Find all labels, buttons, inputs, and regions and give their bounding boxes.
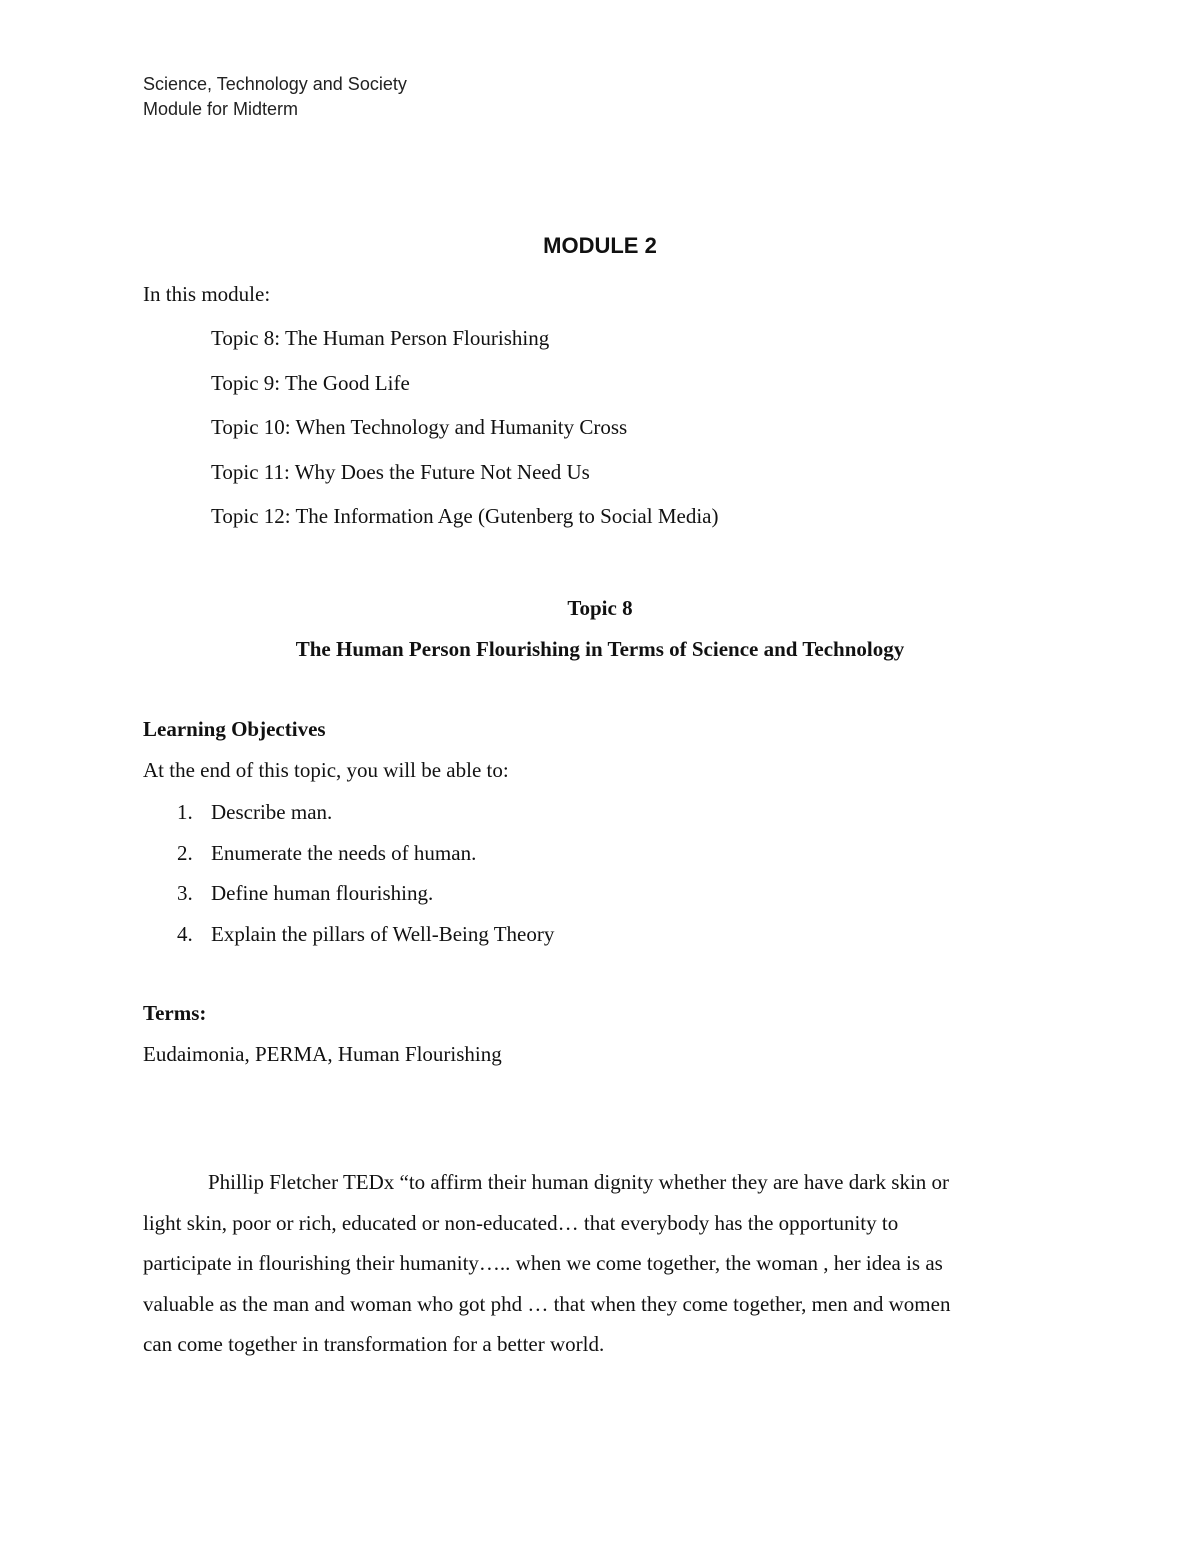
list-item [143,881,554,922]
list-item [143,922,554,963]
paragraph-line: participate in flourishing their humanity….. when we come together, the woman , her idea is as [143,1251,943,1275]
list-item [143,800,554,841]
topic-label: Topic 8 [567,596,633,620]
paragraph-line: Phillip Fletcher TEDx “to affirm their human dignity whether they are have dark skin or [208,1170,950,1194]
item-text: Enumerate the needs of human. [211,840,477,865]
item-number: 2. [177,840,193,865]
module-subtitle: Module for Midterm [143,99,299,119]
page-header [143,72,407,122]
objectives-list [143,800,554,963]
item-text: Explain the pillars of Well-Being Theory [211,922,555,947]
intro-text: In this module: [143,282,271,306]
topic-item: Topic 10: When Technology and Humanity Cross [211,415,628,440]
item-number: 3. [177,881,193,906]
paragraph-line: light skin, poor or rich, educated or non-educated… that everybody has the opportunity to [143,1210,899,1235]
paragraph-line: can come together in transformation for a better world. [143,1332,605,1356]
learning-objectives-heading: Learning Objectives [143,717,326,741]
course-title: Science, Technology and Society [143,74,407,94]
topic-item: Topic 12: The Information Age (Gutenberg to Social Media) [211,504,719,529]
terms-heading: Terms: [143,1001,207,1025]
terms-list: Eudaimonia, PERMA, Human Flourishing [143,1042,502,1066]
topic-title: The Human Person Flourishing in Terms of Science and Technology [295,637,905,661]
module-title: MODULE 2 [543,233,657,258]
quote-paragraph [143,1162,1058,1365]
topic-list [211,326,718,549]
topic-item: Topic 9: The Good Life [211,370,410,395]
topic-item: Topic 11: Why Does the Future Not Need Us [211,459,590,484]
item-text: Describe man. [211,800,333,824]
item-number: 1. [177,800,193,824]
topic-item: Topic 8: The Human Person Flourishing [211,326,550,350]
item-number: 4. [177,922,193,947]
list-item [143,841,554,882]
paragraph-line: valuable as the man and woman who got phd … that when they come together, men and women [143,1291,951,1316]
objectives-lead: At the end of this topic, you will be able to: [143,758,509,782]
item-text: Define human flourishing. [211,881,434,906]
